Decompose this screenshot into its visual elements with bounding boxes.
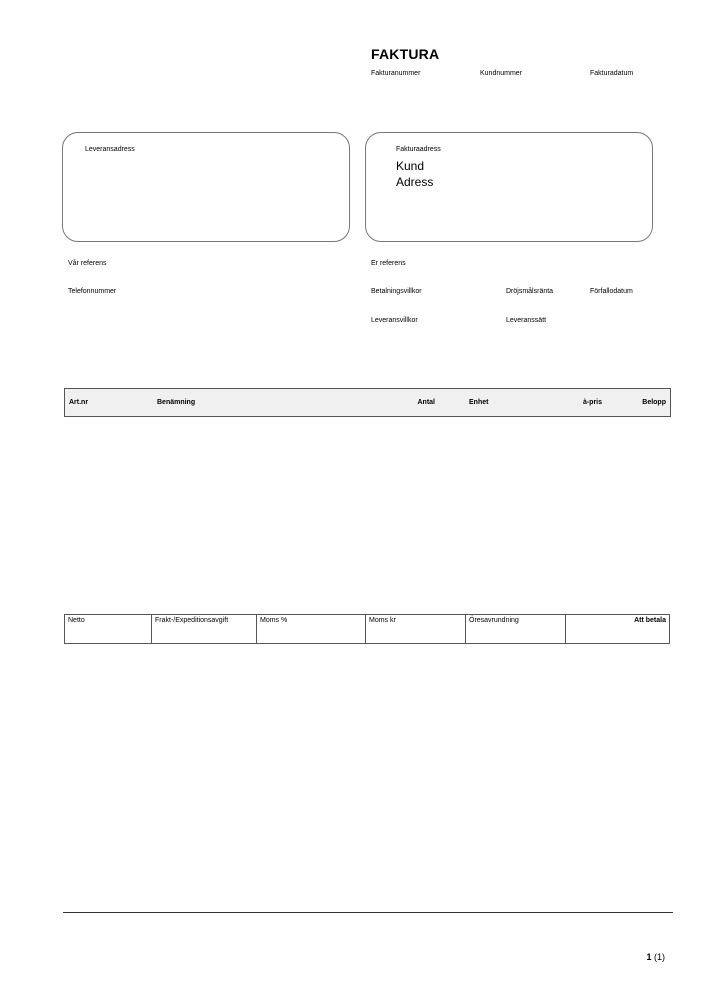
payment-terms-label: Betalningsvillkor (371, 288, 422, 295)
delivery-terms-label: Leveransvillkor (371, 317, 418, 324)
customer-address: Adress (396, 175, 434, 189)
due-date-label: Förfallodatum (590, 288, 633, 295)
phone-label: Telefonnummer (68, 288, 117, 295)
penalty-interest-label: Dröjsmålsränta (506, 288, 554, 295)
our-reference-label: Vår referens (68, 260, 107, 267)
shipping-fee-label: Frakt-/Expeditionsavgift (152, 615, 257, 644)
col-description: Benämning (157, 399, 196, 406)
invoice-date-label: Fakturadatum (590, 70, 634, 77)
col-unit: Enhet (469, 399, 489, 406)
col-unit-price: à-pris (582, 399, 602, 406)
items-table-header (64, 388, 671, 417)
page-number (646, 952, 665, 962)
invoice-address-box (365, 132, 653, 242)
customer-number-label: Kundnummer (480, 70, 523, 77)
delivery-address-box (62, 132, 350, 242)
delivery-method-label: Leveranssätt (506, 317, 547, 324)
page-total: (1) (654, 952, 665, 962)
vat-percent-label: Moms % (257, 615, 366, 644)
invoice-number-label: Fakturanummer (371, 70, 421, 77)
rounding-label: Öresavrundning (466, 615, 566, 644)
vat-amount-label: Moms kr (366, 615, 466, 644)
col-amount: Belopp (642, 399, 666, 406)
footer-rule (63, 912, 673, 913)
net-label: Netto (65, 615, 152, 644)
invoice-address-label: Fakturaadress (396, 146, 441, 153)
col-quantity: Antal (417, 399, 435, 406)
col-article-number: Art.nr (69, 399, 89, 406)
your-reference-label: Er referens (371, 260, 406, 267)
delivery-address-label: Leveransadress (85, 146, 135, 153)
invoice-title: FAKTURA (371, 46, 440, 62)
amount-due-label: Att betala (566, 615, 670, 644)
customer-name: Kund (396, 159, 425, 173)
page-current: 1 (646, 952, 652, 962)
totals-table (64, 614, 670, 644)
